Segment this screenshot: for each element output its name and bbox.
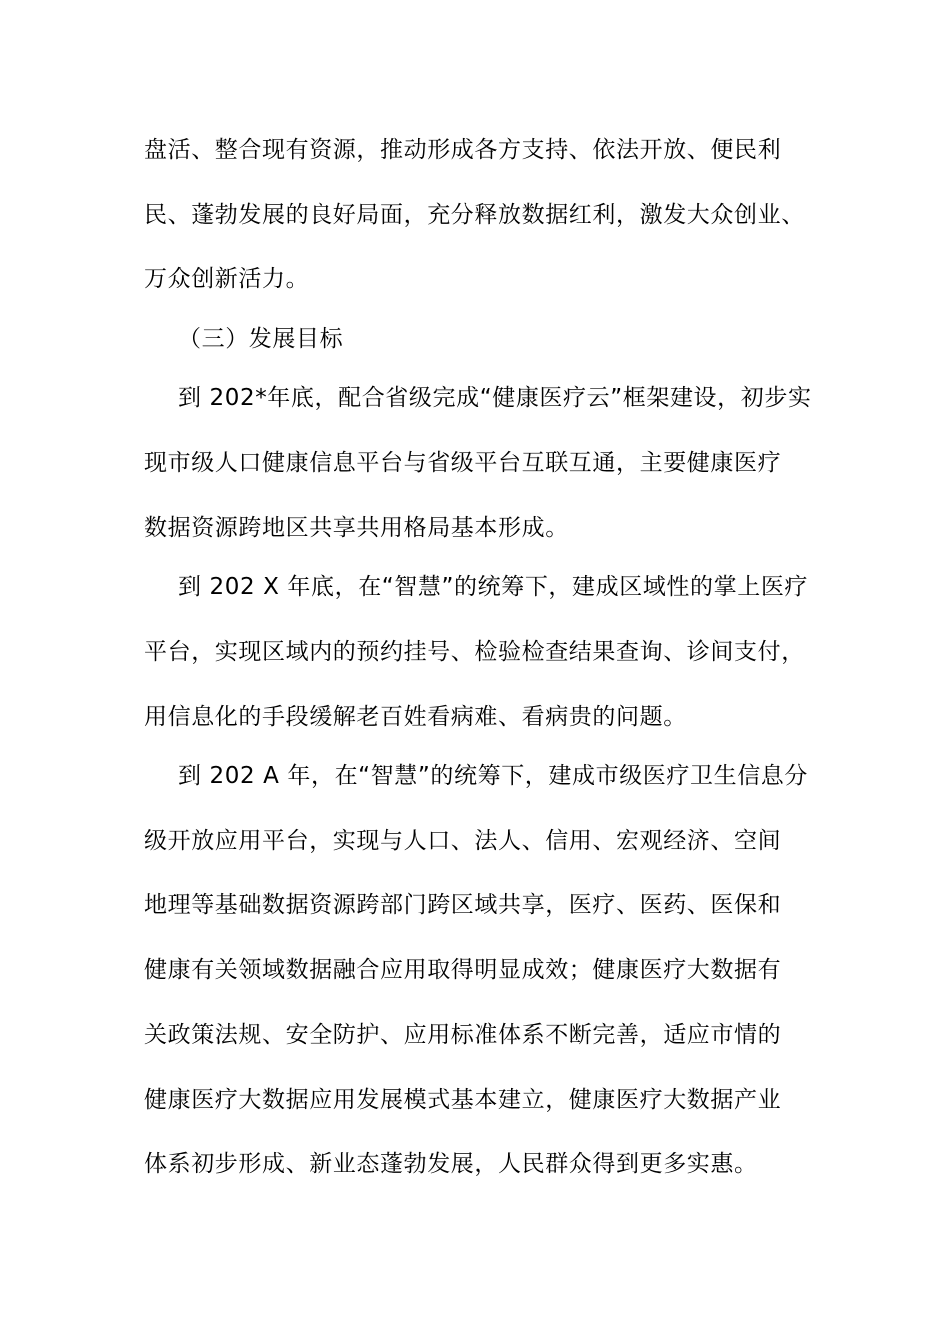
paragraph-line: 到 202*年底，配合省级完成“健康医疗云”框架建设，初步实 — [178, 385, 812, 411]
paragraph-line: 现市级人口健康信息平台与省级平台互联互通，主要健康医疗 — [144, 450, 782, 476]
paragraph-line: 级开放应用平台，实现与人口、法人、信用、宏观经济、空间 — [144, 828, 782, 854]
paragraph-line: 体系初步形成、新业态蓬勃发展，人民群众得到更多实惠。 — [144, 1151, 758, 1177]
paragraph-line: 地理等基础数据资源跨部门跨区域共享，医疗、医药、医保和 — [144, 892, 782, 918]
paragraph-line: 关政策法规、安全防护、应用标准体系不断完善，适应市情的 — [144, 1022, 782, 1048]
paragraph-line: 数据资源跨地区共享共用格局基本形成。 — [144, 515, 569, 541]
paragraph-line: 到 202 X 年底，在“智慧”的统筹下，建成区域性的掌上医疗 — [178, 574, 809, 600]
paragraph-line: 用信息化的手段缓解老百姓看病难、看病贵的问题。 — [144, 704, 687, 730]
paragraph-line: 盘活、整合现有资源，推动形成各方支持、依法开放、便民利 — [144, 137, 782, 163]
paragraph-line: 到 202 A 年，在“智慧”的统筹下，建成市级医疗卫生信息分 — [178, 763, 808, 789]
section-heading: （三）发展目标 — [178, 326, 344, 352]
paragraph-line: 健康有关领域数据融合应用取得明显成效；健康医疗大数据有 — [144, 957, 782, 983]
paragraph-line: 民、蓬勃发展的良好局面，充分释放数据红利，激发大众创业、 — [144, 202, 805, 228]
paragraph-line: 健康医疗大数据应用发展模式基本建立，健康医疗大数据产业 — [144, 1087, 782, 1113]
paragraph-line: 平台，实现区域内的预约挂号、检验检查结果查询、诊间支付， — [144, 639, 805, 665]
paragraph-line: 万众创新活力。 — [144, 266, 310, 292]
